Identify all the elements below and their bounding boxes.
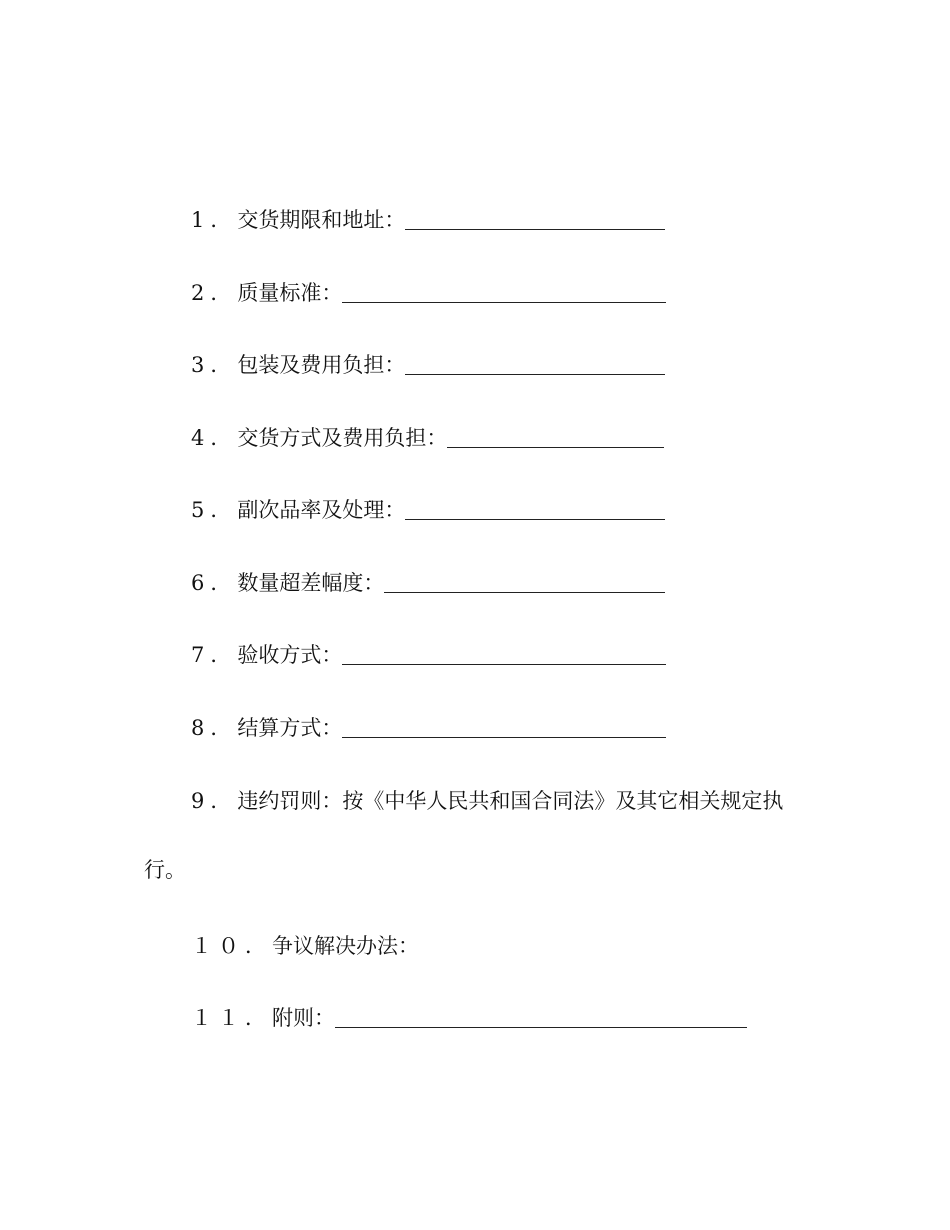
clause-11 [191,990,747,1030]
clause-number: 4． [191,426,238,450]
fill-in-blank[interactable] [405,518,665,520]
fill-in-blank[interactable] [342,736,666,738]
clause-6 [191,555,665,595]
clause-label: 数量超差幅度： [237,571,385,595]
fill-in-blank[interactable] [342,301,666,303]
fill-in-blank[interactable] [335,1026,747,1028]
clause-number: 2． [191,281,238,305]
clause-label: 质量标准： [237,281,343,305]
clause-label: 争议解决办法： [272,934,419,958]
clause-number: 1． [191,208,238,232]
clause-label: 结算方式： [237,716,343,740]
clause-9 [191,773,783,813]
clause-number: 5． [191,498,238,522]
fill-in-blank[interactable] [342,663,666,665]
clause-10 [191,918,419,958]
clause-2 [191,265,666,305]
clause-9-continuation: 行。 [144,858,186,882]
clause-number: １０． [191,934,272,958]
clause-number: 3． [191,353,238,377]
fill-in-blank[interactable] [405,373,665,375]
clause-label: 交货方式及费用负担： [237,426,448,450]
clause-number: 7． [191,643,238,667]
clause-number: 9． [191,789,238,813]
clause-4 [191,410,664,450]
fill-in-blank[interactable] [384,591,665,593]
clause-1 [191,192,665,232]
clause-7 [191,627,666,667]
fill-in-blank[interactable] [405,228,665,230]
clause-3 [191,337,665,377]
fill-in-blank[interactable] [447,446,664,448]
clause-8 [191,700,666,740]
clause-label: 副次品率及处理： [237,498,406,522]
clause-label: 验收方式： [237,643,343,667]
clause-label: 交货期限和地址： [237,208,406,232]
clause-number: 8． [191,716,238,740]
clause-label: 附则： [272,1006,335,1030]
clause-label: 违约罚则：按《中华人民共和国合同法》及其它相关规定执 [237,789,784,813]
clause-number: 6． [191,571,238,595]
clause-5 [191,482,665,522]
clause-label: 包装及费用负担： [237,353,406,377]
clause-number: １１． [191,1006,272,1030]
